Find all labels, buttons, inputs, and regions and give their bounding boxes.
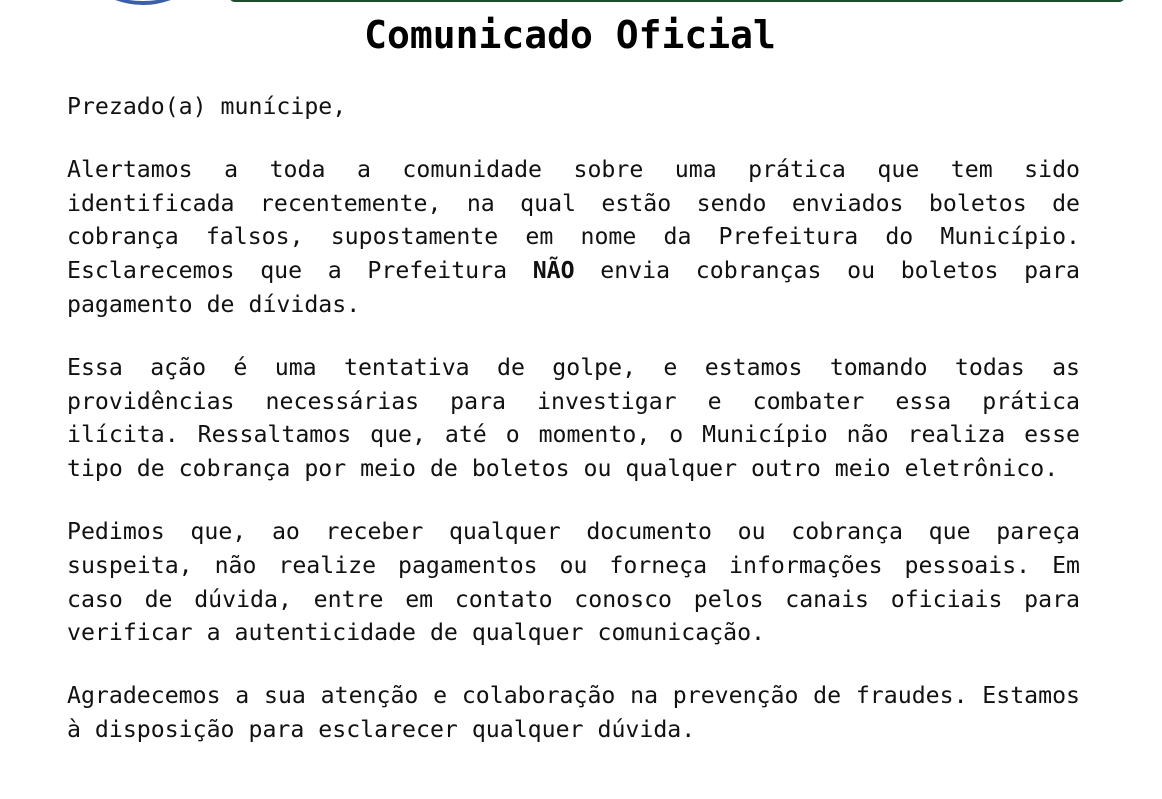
document-title: Comunicado Oficial <box>364 13 776 57</box>
paragraph-alert-text-start: Alertamos a toda a comunidade sobre uma prática que tem sido identificada recentemente, na qual estão sendo enviados boletos de cobrança falsos, supostamente em nome da Prefeitura do Município. Esclarecemos que a Prefeitura <box>67 155 1080 285</box>
paragraph-scam: Essa ação é uma tentativa de golpe, e estamos tomando todas as providências necessárias para investigar e combater essa prática ilícita. Ressaltamos que, até o momento, o Município não realiza esse tipo de cobrança por meio de boletos ou qualquer outro meio eletrônico. <box>67 353 1080 483</box>
paragraph-advice: Pedimos que, ao receber qualquer documento ou cobrança que pareça suspeita, não realize pagamentos ou forneça informações pessoais. Em caso de dúvida, entre em contato conosco pelos canais oficiais para verificar a autenticidade de qualquer comunicação. <box>67 517 1080 647</box>
paragraph-alert <box>67 153 1080 322</box>
paragraph-thanks: Agradecemos a sua atenção e colaboração na prevenção de fraudes. Estamos à disposição para esclarecer qualquer dúvida. <box>67 682 1080 743</box>
emphasis-nao: NÃO <box>532 257 575 285</box>
paragraph-alert-text-end: envia cobranças ou boletos para pagamento de dívidas. <box>67 257 1080 318</box>
document-body <box>67 90 1080 776</box>
header-bar <box>229 0 1125 2</box>
municipal-crest-icon <box>98 0 188 6</box>
greeting: Prezado(a) munícipe, <box>67 93 347 120</box>
